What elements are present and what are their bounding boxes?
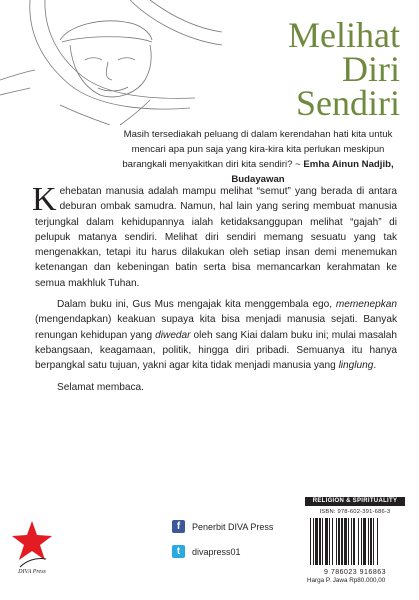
paragraph-2-italic-3: linglung <box>338 360 374 372</box>
blurb-text <box>32 181 397 401</box>
paragraph-2-part-b: (mengendapkan) keakuan supaya kita bisa menjadi manusia sejati. Banyak renungan kehidupan yang <box>35 314 397 341</box>
paragraph-1-text: ehebatan manusia adalah mampu melihat “semut” yang berada di antara deburan ombak samudra. Namun, hal lain yang sering membuat manusia terjungkal dalam kehidupannya ialah ketidaksanggupan melihat “gajah” di pelupuk matanya sendiri. Melihat diri sendiri memang sesuatu yang tak mengenakkan, tetapi itu harus dilakukan oleh setiap insan demi menemukan ketenangan dan kebeningan batin serta bisa memancarkan kerahmatan ke semua makhluk Tuhan. <box>35 186 397 289</box>
paragraph-2-part-c: oleh sang Kiai dalam buku ini; mulai masalah kebangsaan, keagamaan, politik, hingga diri pribadi. Semuanya itu hanya berpangkal satu tujuan, yakni agar kita tidak menjadi manusia yang <box>35 329 397 372</box>
publisher-social-links <box>172 518 273 568</box>
facebook-link[interactable] <box>172 518 273 535</box>
facebook-label: Penerbit DIVA Press <box>192 521 274 532</box>
twitter-link[interactable] <box>172 543 273 560</box>
barcode-image <box>307 516 403 576</box>
logo-text: DIVA Press <box>18 569 46 575</box>
facebook-icon: f <box>172 520 185 533</box>
paragraph-2-italic-2: diwedar <box>155 329 191 341</box>
title-line-3: Sendiri <box>296 83 400 123</box>
category-label: RELIGION & SPIRITUALITY <box>305 497 405 506</box>
barcode-block <box>305 497 405 584</box>
isbn-text: ISBN: 978-602-391-686-3 <box>319 509 391 515</box>
twitter-icon: t <box>172 545 185 558</box>
paragraph-2-part-d: . <box>373 360 377 372</box>
price-text: Harga P. Jawa Rp80.000,00 <box>307 577 386 584</box>
paragraph-2-italic-1: memenepkan <box>335 299 397 311</box>
blurb-paragraph-2 <box>35 297 397 373</box>
twitter-label: divapress01 <box>192 546 241 557</box>
quote-text: Masih tersediakah peluang di dalam kerendahan hati kita untuk mencari apa pun saja yang kira-kira kita perlukan meskipun barangkali menyakitkan diri kita sendiri? ~ <box>122 129 393 170</box>
book-title <box>250 15 400 123</box>
title-line-1: Melihat <box>288 15 400 55</box>
paragraph-2-part-a: Dalam buku ini, Gus Mus mengajak kita menggembala ego, <box>57 299 336 311</box>
closing-line: Selamat membaca. <box>57 381 144 393</box>
endorsement-quote <box>112 127 404 187</box>
blurb-paragraph-1 <box>32 181 397 291</box>
drop-cap: K <box>32 181 57 218</box>
author-portrait-illustration <box>0 0 225 125</box>
title-line-2: Diri <box>342 49 400 89</box>
quote-author: Emha Ainun Nadjib, Budayawan <box>231 159 394 185</box>
diva-press-logo <box>10 517 54 577</box>
barcode-number: 9 786023 916863 <box>324 569 386 576</box>
